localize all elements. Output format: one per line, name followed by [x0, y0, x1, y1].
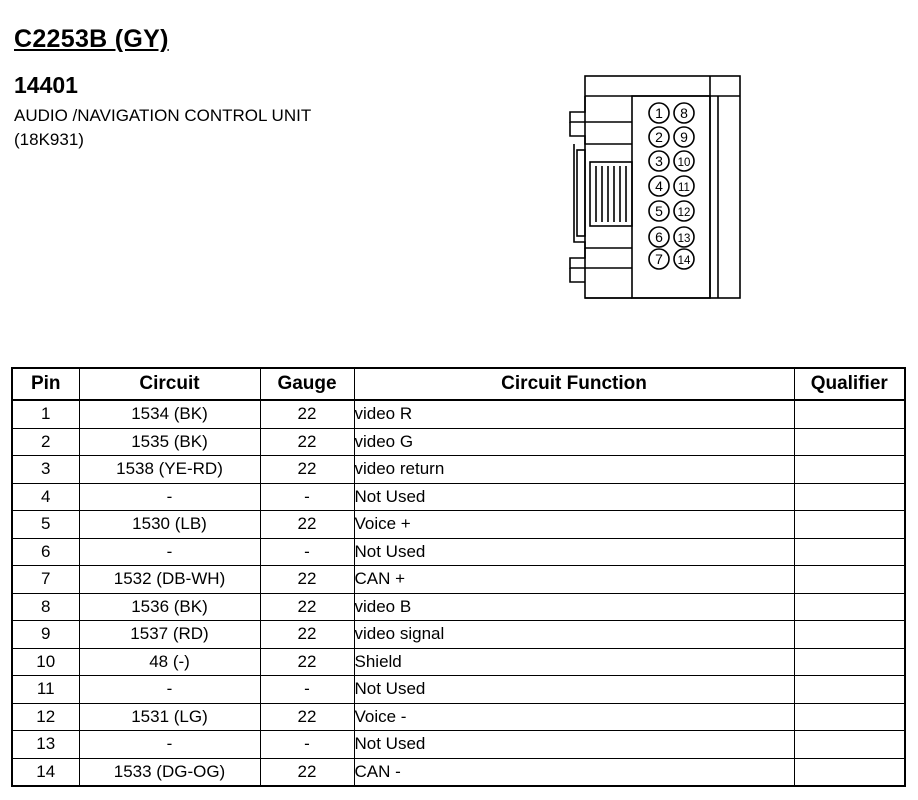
cell-function: CAN +: [354, 566, 794, 594]
cell-qualifier: [794, 456, 905, 484]
cell-gauge: 22: [260, 456, 354, 484]
cell-function: video G: [354, 428, 794, 456]
cell-qualifier: [794, 538, 905, 566]
pin-cavity-label: 3: [655, 153, 663, 169]
cell-function: Voice +: [354, 511, 794, 539]
cell-function: Not Used: [354, 538, 794, 566]
pin-cavity-label: 4: [655, 178, 663, 194]
cell-gauge: 22: [260, 566, 354, 594]
pin-cavity-label: 9: [680, 129, 688, 145]
pin-cavity-label: 12: [677, 207, 691, 219]
cell-gauge: 22: [260, 703, 354, 731]
cell-pin: 9: [12, 621, 79, 649]
cell-pin: 13: [12, 731, 79, 759]
cell-circuit: 1530 (LB): [79, 511, 260, 539]
table-row: [12, 483, 905, 511]
cell-gauge: -: [260, 676, 354, 704]
component-name: AUDIO /NAVIGATION CONTROL UNIT: [14, 106, 312, 125]
cell-qualifier: [794, 511, 905, 539]
cell-function: video B: [354, 593, 794, 621]
cell-qualifier: [794, 676, 905, 704]
pin-cavity-label: 7: [655, 251, 663, 267]
part-number: 14401: [14, 72, 78, 98]
cell-function: Voice -: [354, 703, 794, 731]
cell-gauge: 22: [260, 428, 354, 456]
cell-circuit: 1533 (DG-OG): [79, 758, 260, 786]
cell-circuit: -: [79, 676, 260, 704]
cell-function: video R: [354, 400, 794, 428]
cell-function: video signal: [354, 621, 794, 649]
cell-circuit: 1538 (YE-RD): [79, 456, 260, 484]
col-header-qualifier: Qualifier: [794, 368, 905, 400]
pin-cavity-label: 5: [655, 203, 663, 219]
pin-cavities: [649, 103, 694, 269]
pinout-table: [11, 367, 906, 787]
cell-pin: 2: [12, 428, 79, 456]
cell-pin: 10: [12, 648, 79, 676]
cell-function: CAN -: [354, 758, 794, 786]
pin-cavity-label: 6: [655, 229, 663, 245]
cell-circuit: 1536 (BK): [79, 593, 260, 621]
cell-gauge: -: [260, 731, 354, 759]
cell-pin: 14: [12, 758, 79, 786]
cell-function: Not Used: [354, 676, 794, 704]
table-row: [12, 758, 905, 786]
cell-circuit: 1532 (DB-WH): [79, 566, 260, 594]
col-header-circuit: Circuit: [79, 368, 260, 400]
cell-circuit: 1537 (RD): [79, 621, 260, 649]
cell-qualifier: [794, 428, 905, 456]
latch-body: [574, 144, 632, 248]
table-row: [12, 676, 905, 704]
cell-qualifier: [794, 483, 905, 511]
pin-cavity-label: 10: [677, 157, 691, 169]
pin-cavity-label: 1: [655, 105, 663, 121]
col-header-gauge: Gauge: [260, 368, 354, 400]
cell-qualifier: [794, 621, 905, 649]
cell-gauge: -: [260, 483, 354, 511]
connector-face-diagram: [560, 70, 750, 305]
cell-pin: 6: [12, 538, 79, 566]
cell-function: Shield: [354, 648, 794, 676]
latch-top: [570, 96, 632, 122]
table-row: [12, 456, 905, 484]
cell-gauge: 22: [260, 593, 354, 621]
pin-cavity-label: 14: [677, 255, 691, 267]
cell-qualifier: [794, 566, 905, 594]
cell-gauge: 22: [260, 511, 354, 539]
pin-cavity-label: 2: [655, 129, 663, 145]
pin-cavity-label: 13: [677, 233, 691, 245]
cell-gauge: 22: [260, 400, 354, 428]
pin-cavity-label: 11: [678, 182, 690, 194]
table-row: [12, 621, 905, 649]
cell-pin: 11: [12, 676, 79, 704]
cell-circuit: 1531 (LG): [79, 703, 260, 731]
table-row: [12, 593, 905, 621]
connector-title: C2253B (GY): [14, 25, 169, 53]
cell-circuit: -: [79, 731, 260, 759]
cell-pin: 4: [12, 483, 79, 511]
cell-qualifier: [794, 758, 905, 786]
cell-pin: 5: [12, 511, 79, 539]
cell-circuit: -: [79, 538, 260, 566]
cell-function: video return: [354, 456, 794, 484]
table-row: [12, 511, 905, 539]
cell-circuit: 48 (-): [79, 648, 260, 676]
cell-qualifier: [794, 593, 905, 621]
cell-function: Not Used: [354, 483, 794, 511]
cell-qualifier: [794, 703, 905, 731]
housing-inner-frame: [632, 96, 710, 298]
cell-pin: 3: [12, 456, 79, 484]
cell-circuit: -: [79, 483, 260, 511]
table-row: [12, 648, 905, 676]
cell-pin: 7: [12, 566, 79, 594]
table-row: [12, 703, 905, 731]
cell-pin: 8: [12, 593, 79, 621]
table-row: [12, 538, 905, 566]
col-header-function: Circuit Function: [354, 368, 794, 400]
table-row: [12, 428, 905, 456]
cell-pin: 12: [12, 703, 79, 731]
table-row: [12, 731, 905, 759]
table-header-row: [12, 368, 905, 400]
table-row: [12, 400, 905, 428]
col-header-pin: Pin: [12, 368, 79, 400]
cell-gauge: 22: [260, 758, 354, 786]
cell-gauge: 22: [260, 648, 354, 676]
cell-gauge: -: [260, 538, 354, 566]
cell-pin: 1: [12, 400, 79, 428]
cell-circuit: 1535 (BK): [79, 428, 260, 456]
cell-gauge: 22: [260, 621, 354, 649]
component-ref: (18K931): [14, 130, 84, 149]
cell-circuit: 1534 (BK): [79, 400, 260, 428]
cell-qualifier: [794, 400, 905, 428]
cell-qualifier: [794, 648, 905, 676]
pin-cavity-label: 8: [680, 105, 688, 121]
table-row: [12, 566, 905, 594]
cell-function: Not Used: [354, 731, 794, 759]
cell-qualifier: [794, 731, 905, 759]
